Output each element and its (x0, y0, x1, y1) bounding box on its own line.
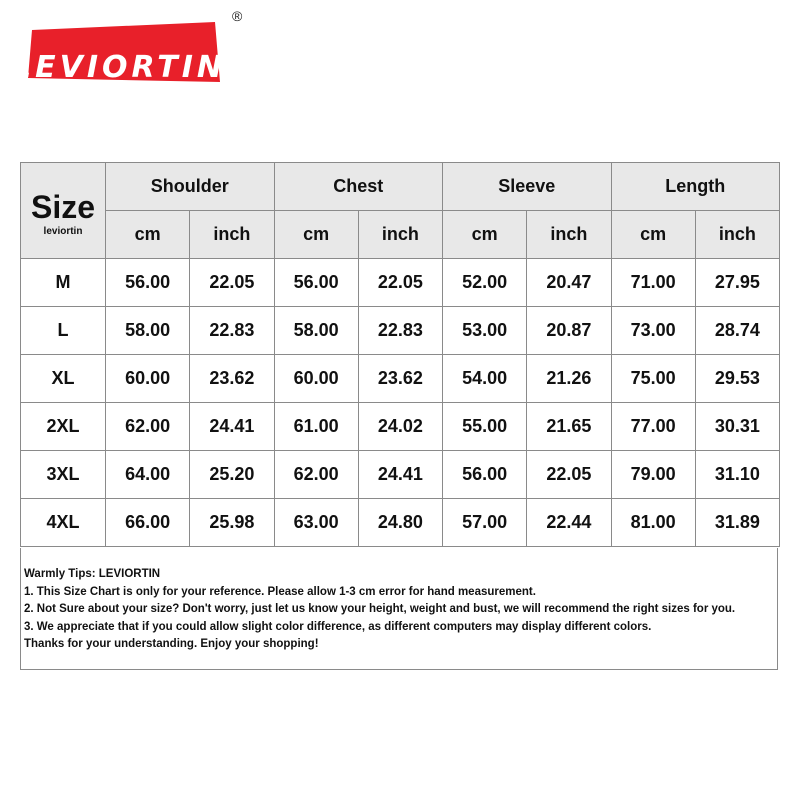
table-cell: 31.10 (695, 451, 779, 499)
table-cell: 53.00 (443, 307, 527, 355)
table-cell: 22.83 (358, 307, 442, 355)
table-cell: 29.53 (695, 355, 779, 403)
table-cell: 56.00 (106, 259, 190, 307)
table-cell: 73.00 (611, 307, 695, 355)
table-cell: 57.00 (443, 499, 527, 547)
group-header-shoulder: Shoulder (106, 163, 275, 211)
table-cell: 62.00 (106, 403, 190, 451)
unit-header: inch (190, 211, 274, 259)
size-header-cell (21, 163, 106, 259)
group-header-length: Length (611, 163, 780, 211)
table-row (21, 355, 780, 403)
table-cell: 28.74 (695, 307, 779, 355)
table-cell: 21.65 (527, 403, 611, 451)
table-cell: 61.00 (274, 403, 358, 451)
tips-box (20, 548, 778, 670)
table-cell: 71.00 (611, 259, 695, 307)
table-row (21, 307, 780, 355)
table-cell: 66.00 (106, 499, 190, 547)
table-cell: 20.87 (527, 307, 611, 355)
tips-heading: Warmly Tips: LEVIORTIN (24, 568, 161, 580)
table-cell: 79.00 (611, 451, 695, 499)
table-cell: 22.05 (527, 451, 611, 499)
table-cell: 62.00 (274, 451, 358, 499)
table-cell: 27.95 (695, 259, 779, 307)
table-row (21, 451, 780, 499)
size-cell: 4XL (21, 499, 106, 547)
size-cell: 3XL (21, 451, 106, 499)
brand-logo (10, 20, 250, 90)
unit-header: cm (274, 211, 358, 259)
table-cell: 20.47 (527, 259, 611, 307)
table-cell: 56.00 (443, 451, 527, 499)
table-cell: 23.62 (358, 355, 442, 403)
size-cell: L (21, 307, 106, 355)
tip-line: 3. We appreciate that if you could allow slight color difference, as different computers may display different colors. (24, 620, 652, 633)
table-cell: 22.05 (190, 259, 274, 307)
table-cell: 30.31 (695, 403, 779, 451)
unit-header: cm (443, 211, 527, 259)
table-cell: 63.00 (274, 499, 358, 547)
table-cell: 21.26 (527, 355, 611, 403)
table-cell: 24.02 (358, 403, 442, 451)
table-cell: 55.00 (443, 403, 527, 451)
table-cell: 60.00 (106, 355, 190, 403)
table-cell: 60.00 (274, 355, 358, 403)
table-cell: 56.00 (274, 259, 358, 307)
unit-header: inch (358, 211, 442, 259)
table-cell: 31.89 (695, 499, 779, 547)
table-cell: 23.62 (190, 355, 274, 403)
group-header-row (21, 163, 780, 211)
table-cell: 22.83 (190, 307, 274, 355)
size-sublabel: leviortin (43, 226, 83, 237)
table-cell: 58.00 (106, 307, 190, 355)
table-cell: 24.41 (358, 451, 442, 499)
size-label: Size (30, 189, 96, 225)
table-cell: 24.41 (190, 403, 274, 451)
unit-header: cm (611, 211, 695, 259)
unit-header: inch (695, 211, 779, 259)
table-cell: 81.00 (611, 499, 695, 547)
group-header-chest: Chest (274, 163, 443, 211)
table-cell: 24.80 (358, 499, 442, 547)
table-row (21, 259, 780, 307)
size-cell: XL (21, 355, 106, 403)
table-cell: 64.00 (106, 451, 190, 499)
unit-header: inch (527, 211, 611, 259)
table-cell: 52.00 (443, 259, 527, 307)
table-cell: 77.00 (611, 403, 695, 451)
table-cell: 22.05 (358, 259, 442, 307)
table-cell: 75.00 (611, 355, 695, 403)
table-row (21, 499, 780, 547)
unit-header: cm (106, 211, 190, 259)
logo-text: LEVIORTIN (12, 50, 226, 85)
tip-line: 2. Not Sure about your size? Don't worry, just let us know your height, weight and bust, we will recommend the right sizes for you. (24, 603, 736, 615)
table-cell: 25.98 (190, 499, 274, 547)
table-row (21, 403, 780, 451)
table-cell: 54.00 (443, 355, 527, 403)
group-header-sleeve: Sleeve (443, 163, 612, 211)
table-cell: 25.20 (190, 451, 274, 499)
size-chart-table (20, 162, 780, 547)
tips-closing: Thanks for your understanding. Enjoy your shopping! (24, 638, 319, 650)
size-cell: 2XL (21, 403, 106, 451)
unit-header-row (21, 211, 780, 259)
size-cell: M (21, 259, 106, 307)
table-cell: 58.00 (274, 307, 358, 355)
registered-mark: ® (232, 8, 243, 24)
table-cell: 22.44 (527, 499, 611, 547)
tip-line: 1. This Size Chart is only for your reference. Please allow 1-3 cm error for hand measurement. (24, 585, 536, 598)
